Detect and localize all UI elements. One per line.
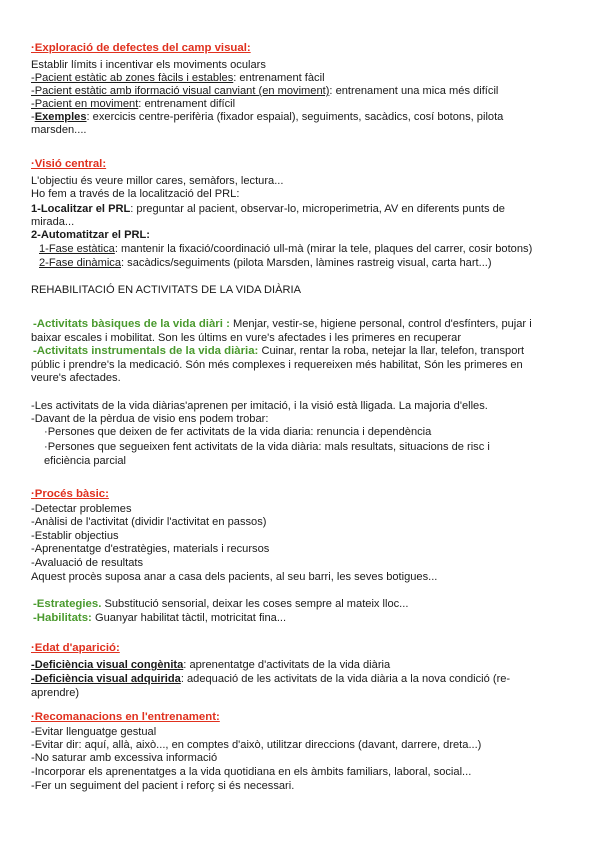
underlined-term: -Pacient estàtic ab zones fàcils i estables xyxy=(31,72,234,84)
text-line xyxy=(31,72,325,85)
list-item: -Incorporar els aprenentatges a la vida quotidiana en els àmbits familiars, laboral, social... xyxy=(31,766,472,778)
list-item: -Detectar problemes xyxy=(31,503,132,515)
text-line: Establir límits i incentivar els moviments oculars xyxy=(31,59,266,71)
text-line xyxy=(31,85,498,98)
list-item: -Avaluació de resultats xyxy=(31,557,144,569)
text-line xyxy=(33,598,408,611)
list-item: -Anàlisi de l'activitat (dividir l'activitat en passos) xyxy=(31,516,267,528)
text-line: aprendre) xyxy=(31,687,80,699)
text-span: Substitució sensorial, deixar les coses sempre al mateix lloc... xyxy=(101,598,409,610)
list-item: -Evitar llenguatge gestual xyxy=(31,726,157,738)
text-line xyxy=(39,243,532,256)
text-span: : exercicis centre-perifèria (fixador espaial), seguiments, sacàdics, cosí botons, pilota xyxy=(86,111,504,123)
text-line: baixar escales i mobilitat. Son les últims en vure's afectades i les primeres en recuperar xyxy=(31,332,462,344)
text-line xyxy=(33,612,286,625)
green-heading: -Activitats instrumentals de la vida diària: xyxy=(33,345,259,357)
text-line xyxy=(31,111,503,124)
underlined-term: 2-Fase dinàmica xyxy=(39,257,122,269)
text-line: públic i prendre's la medicació. Són més complexes i requereixen més habilitat, Són les primeres en xyxy=(31,359,523,371)
underlined-term: 1-Fase estàtica xyxy=(39,243,115,255)
text-line: marsden.... xyxy=(31,124,87,136)
text-span: : adequació de les activitats de la vida diària a la nova condició (re- xyxy=(180,673,511,685)
bold-term: Exemples xyxy=(34,111,87,123)
list-item: -Establir objectius xyxy=(31,530,119,542)
text-line: -Davant de la pèrdua de visio ens podem trobar: xyxy=(31,413,269,425)
text-span: : aprenentatge d'activitats de la vida diària xyxy=(183,659,391,671)
text-span: : sacàdics/seguiments (pilota Marsden, làmines rastreig visual, carta hart...) xyxy=(121,257,492,269)
heading-camp-visual: ·Exploració de defectes del camp visual: xyxy=(31,42,251,54)
text-line: L'objectiu és veure millor cares, semàfors, lectura... xyxy=(31,175,284,187)
text-line xyxy=(31,659,390,672)
text-line xyxy=(39,257,492,270)
text-line: ·Persones que segueixen fent activitats de la vida diària: mals resultats, situacions de risc i xyxy=(44,441,490,453)
text-line: veure's afectades. xyxy=(31,372,121,384)
bold-term: -Deficiència visual congènita xyxy=(31,659,184,671)
heading-recomanacions: ·Recomanacions en l'entrenament: xyxy=(31,711,220,723)
list-item: -No saturar amb excessiva informació xyxy=(31,752,218,764)
text-line xyxy=(31,98,235,111)
text-span: : entrenament fàcil xyxy=(233,72,325,84)
text-span: Menjar, vestir-se, higiene personal, control d'esfínters, pujar i xyxy=(229,318,532,330)
text-line: eficiència parcial xyxy=(44,455,127,467)
heading-edat-aparicio: ·Edat d'aparició: xyxy=(31,642,120,654)
heading-visio-central: ·Visió central: xyxy=(31,158,107,170)
text-span: - xyxy=(31,111,35,123)
green-heading: -Estrategies. xyxy=(33,598,102,610)
list-item: -Evitar dir: aquí, allà, això..., en comptes d'això, utilitzar direccions (davant, darrere, dreta...) xyxy=(31,739,482,751)
text-line: mirada... xyxy=(31,216,75,228)
underlined-term: -Pacient en moviment xyxy=(31,98,139,110)
bold-term: 1-Localitzar el PRL xyxy=(31,203,131,215)
text-line: Aquest procès suposa anar a casa dels pacients, al seu barri, les seves botigues... xyxy=(31,571,438,583)
green-heading: -Habilitats: xyxy=(33,612,92,624)
text-span: Cuinar, rentar la roba, netejar la llar, telefon, transport xyxy=(258,345,525,357)
bold-term: -Deficiència visual adquirida xyxy=(31,673,181,685)
text-line: Ho fem a través de la localització del PRL: xyxy=(31,188,240,200)
text-line xyxy=(33,318,532,331)
text-line: ·Persones que deixen de fer activitats de la vida diaria: renuncia i dependència xyxy=(44,426,432,438)
list-item: -Aprenentatge d'estratègies, materials i recursos xyxy=(31,543,270,555)
text-span: : mantenir la fixació/coordinació ull-mà (mirar la tele, plaques del carrer, cosir botons) xyxy=(114,243,533,255)
section-title: REHABILITACIÓ EN ACTIVITATS DE LA VIDA DIÀRIA xyxy=(31,284,302,296)
bold-line: 2-Automatitzar el PRL: xyxy=(31,229,150,241)
text-span: : preguntar al pacient, observar-lo, microperimetria, AV en diferents punts de xyxy=(130,203,505,215)
text-line xyxy=(33,345,524,358)
list-item: -Fer un seguiment del pacient i reforç si és necessari. xyxy=(31,780,295,792)
text-span: : entrenament una mica més difícil xyxy=(329,85,499,97)
text-line xyxy=(31,673,510,686)
text-line: -Les activitats de la vida diàrias'aprenen per imitació, i la visió està lligada. La majoria d'elles. xyxy=(31,400,488,412)
underlined-term: -Pacient estàtic amb iformació visual canviant (en moviment) xyxy=(31,85,330,97)
text-span: : entrenament difícil xyxy=(138,98,236,110)
text-span: Guanyar habilitat tàctil, motricitat fina... xyxy=(91,612,287,624)
green-heading: -Activitats bàsiques de la vida diàri : xyxy=(33,318,230,330)
heading-proces-basic: ·Procés bàsic: xyxy=(31,488,109,500)
text-line xyxy=(31,203,505,216)
